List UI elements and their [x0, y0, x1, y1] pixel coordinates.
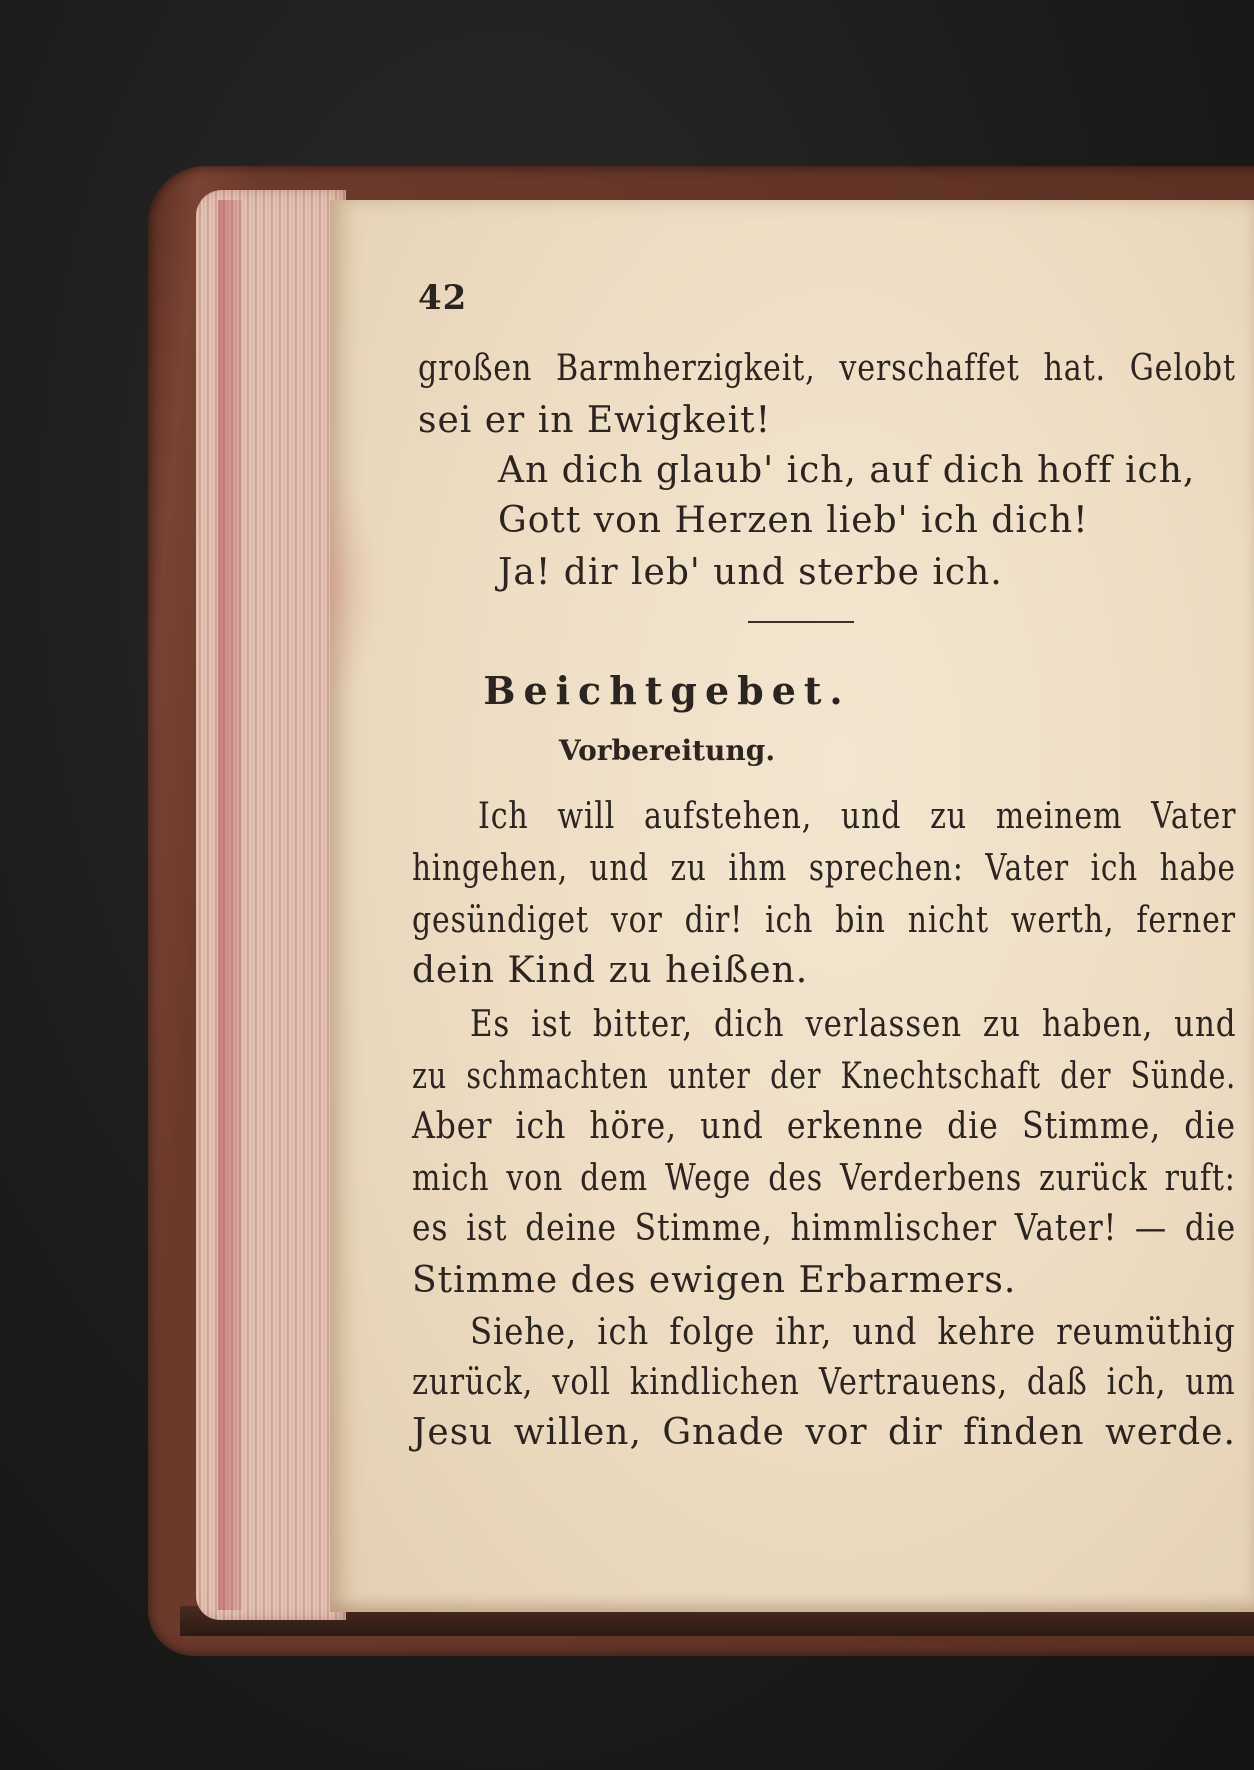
text-line: dein Kind zu heißen.: [412, 950, 809, 991]
verse-line: Ja! dir leb' und sterbe ich.: [498, 552, 1003, 593]
section-divider: [748, 621, 854, 623]
text-line: Stimme des ewigen Erbarmers.: [412, 1260, 1017, 1301]
text-line: zurück, voll kindlichen Vertrauens, daß ich, um: [412, 1362, 1236, 1403]
page-edges: [196, 190, 346, 1620]
text-line: Es ist bitter, dich verlassen zu haben, und: [470, 1004, 1237, 1045]
text-line: Siehe, ich folge ihr, und kehre reumüthig: [470, 1312, 1236, 1353]
verse-line: Gott von Herzen lieb' ich dich!: [498, 500, 1089, 541]
text-line: es ist deine Stimme, himmlischer Vater! — die: [412, 1208, 1237, 1249]
section-subheading: Vorbereitung.: [558, 734, 776, 767]
section-heading: Beichtgebet.: [483, 668, 851, 713]
verse-line: An dich glaub' ich, auf dich hoff ich,: [498, 450, 1196, 491]
page-stain: [330, 470, 380, 700]
text-line: hingehen, und zu ihm sprechen: Vater ich habe: [412, 848, 1236, 889]
text-line: zu schmachten unter der Knechtschaft der Sünde.: [412, 1056, 1237, 1097]
text-line: Jesu willen, Gnade vor dir finden werde.: [412, 1412, 1236, 1453]
text-line: gesündiget vor dir! ich bin nicht werth, ferner: [412, 900, 1236, 941]
text-line: Ich will aufstehen, und zu meinem Vater: [478, 796, 1237, 837]
text-line: sei er in Ewigkeit!: [418, 400, 772, 441]
text-line: großen Barmherzigkeit, verschaffet hat. Gelobt: [418, 348, 1236, 389]
text-line: Aber ich höre, und erkenne die Stimme, die: [412, 1106, 1236, 1147]
page-number: 42: [418, 278, 468, 318]
text-line: mich von dem Wege des Verderbens zurück ruft:: [412, 1158, 1236, 1199]
